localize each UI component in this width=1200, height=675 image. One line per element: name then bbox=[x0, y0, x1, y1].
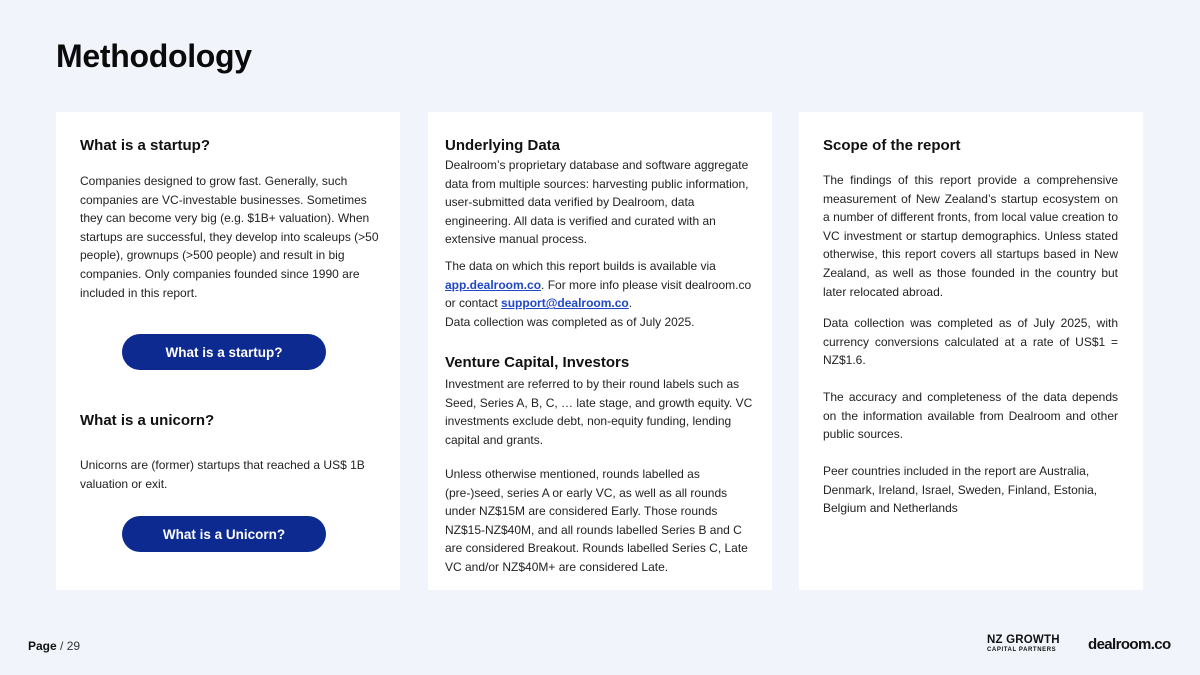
card-startup-unicorn bbox=[56, 112, 400, 590]
card-scope bbox=[799, 112, 1143, 590]
underlying-body-1: Dealroom’s proprietary database and software aggregate data from multiple sources: harvesting public information, user-submitted data verified by Dealroom, data engineering. All data is verified and curated with an extensive manual process. bbox=[445, 158, 749, 247]
scope-heading: Scope of the report bbox=[823, 137, 961, 154]
underlying-body-2-pre: The data on which this report builds is available via bbox=[445, 259, 716, 273]
card-data-venture bbox=[428, 112, 772, 590]
unicorn-heading: What is a unicorn? bbox=[80, 412, 215, 429]
underlying-body-2-post: . bbox=[628, 296, 633, 311]
underlying-heading: Underlying Data bbox=[445, 137, 561, 154]
underlying-body-2-line2: Data collection was completed as of July 2025. bbox=[445, 314, 695, 329]
scope-body-3: The accuracy and completeness of the data depends on the information available from Dealroom and other public sources. bbox=[823, 390, 1118, 442]
app-dealroom-link[interactable]: app.dealroom.co bbox=[445, 277, 542, 292]
page-indicator bbox=[28, 639, 80, 653]
venture-body-2: Unless otherwise mentioned, rounds labelled as (pre-)seed, series A or early VC, as well as all rounds under NZ$15M are considered Early. Those rounds NZ$15-NZ$40M, and all rounds labelled Series B and C are considered Breakout. Rounds labelled Series C, Late VC and/or NZ$40M+ are considered Late. bbox=[445, 467, 748, 574]
venture-heading: Venture Capital, Investors bbox=[445, 354, 630, 371]
nz-growth-logo-line1: NZ GROWTH bbox=[987, 634, 1060, 646]
what-is-startup-button[interactable]: What is a startup? bbox=[122, 334, 326, 370]
dealroom-logo: dealroom.co bbox=[1088, 636, 1171, 653]
startup-body: Companies designed to grow fast. Generally, such companies are VC-investable businesses. Sometimes they can become very big (e.g. $1B+ valuation). When startups are successful, they develop into scaleups (>50 people), grownups (>500 people) and result in big companies. Only companies founded since 1990 are included in this report. bbox=[80, 174, 379, 300]
underlying-body-2 bbox=[445, 257, 763, 331]
scope-body-4: Peer countries included in the report are Australia, Denmark, Ireland, Israel, Sweden, Finland, Estonia, Belgium and Netherlands bbox=[823, 464, 1098, 516]
page-label: Page bbox=[28, 639, 57, 653]
underlying-body-2-mid: . For more info please visit dealroom.co or contact bbox=[445, 277, 752, 311]
what-is-unicorn-button[interactable]: What is a Unicorn? bbox=[122, 516, 326, 552]
nz-growth-logo-line2: CAPITAL PARTNERS bbox=[987, 647, 1057, 653]
venture-body-1: Investment are referred to by their round labels such as Seed, Series A, B, C, … late stage, and growth equity. VC investments exclude debt, non-equity funding, lending capital and grants. bbox=[445, 377, 753, 447]
page-number: / 29 bbox=[60, 639, 81, 653]
support-email-link[interactable]: support@dealroom.co bbox=[501, 296, 629, 311]
scope-body-2: Data collection was completed as of July 2025, with currency conversions calculated at a rate of US$1 = NZ$1.6. bbox=[823, 316, 1118, 368]
nz-growth-logo bbox=[987, 634, 1067, 658]
scope-body-1: The findings of this report provide a comprehensive measurement of New Zealand’s startup ecosystem on a number of different fronts, from local value creation to VC investment or startup demographics. Unless stated otherwise, this report covers all startups based in New Zealand, as well as those founded in the country but later relocated abroad. bbox=[823, 173, 1118, 299]
unicorn-body: Unicorns are (former) startups that reached a US$ 1B valuation or exit. bbox=[80, 458, 365, 491]
startup-heading: What is a startup? bbox=[80, 137, 211, 154]
page-title: Methodology bbox=[56, 38, 252, 74]
